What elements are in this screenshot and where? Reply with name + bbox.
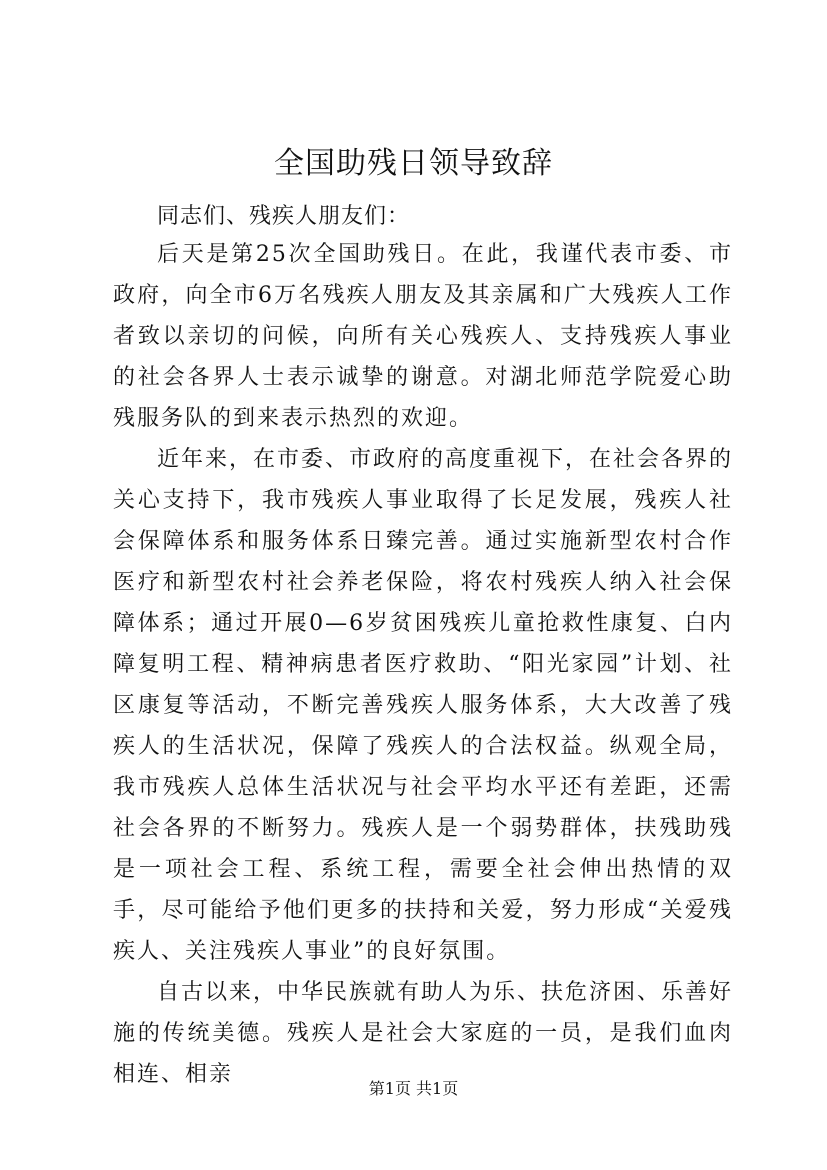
page-number-footer: 第1页 共1页 <box>368 1079 459 1098</box>
paragraph-3: 自古以来，中华民族就有助人为乐、扶危济困、乐善好施的传统美德。残疾人是社会大家庭的一员，是我们血肉相连、相亲 <box>113 980 734 1087</box>
salutation: 同志们、残疾人朋友们： <box>157 204 411 229</box>
document-title: 全国助残日领导致辞 <box>274 146 553 181</box>
document-body <box>113 196 733 1095</box>
paragraph-2: 近年来，在市委、市政府的高度重视下，在社会各界的关心支持下，我市残疾人事业取得了长足发展，残疾人社会保障体系和服务体系日臻完善。通过实施新型农村合作医疗和新型农村社会养老保险，将农村残疾人纳入社会保障体系；通过开展0—6岁贫困残疾儿童抢救性康复、白内障复明工程、精神病患者医疗救助、“阳光家园”计划、社区康复等活动，不断完善残疾人服务体系，大大改善了残疾人的生活状况，保障了残疾人的合法权益。纵观全局，我市残疾人总体生活状况与社会平均水平还有差距，还需社会各界的不断努力。残疾人是一个弱势群体，扶残助残是一项社会工程、系统工程，需要全社会伸出热情的双手，尽可能给予他们更多的扶持和关爱，努力形成“关爱残疾人、关注残疾人事业”的良好氛围。 <box>113 447 734 964</box>
paragraph-1: 后天是第25次全国助残日。在此，我谨代表市委、市政府，向全市6万名残疾人朋友及其亲属和广大残疾人工作者致以亲切的问候，向所有关心残疾人、支持残疾人事业的社会各界人士表示诚挚的谢意。对湖北师范学院爱心助残服务队的到来表示热烈的欢迎。 <box>113 242 733 431</box>
